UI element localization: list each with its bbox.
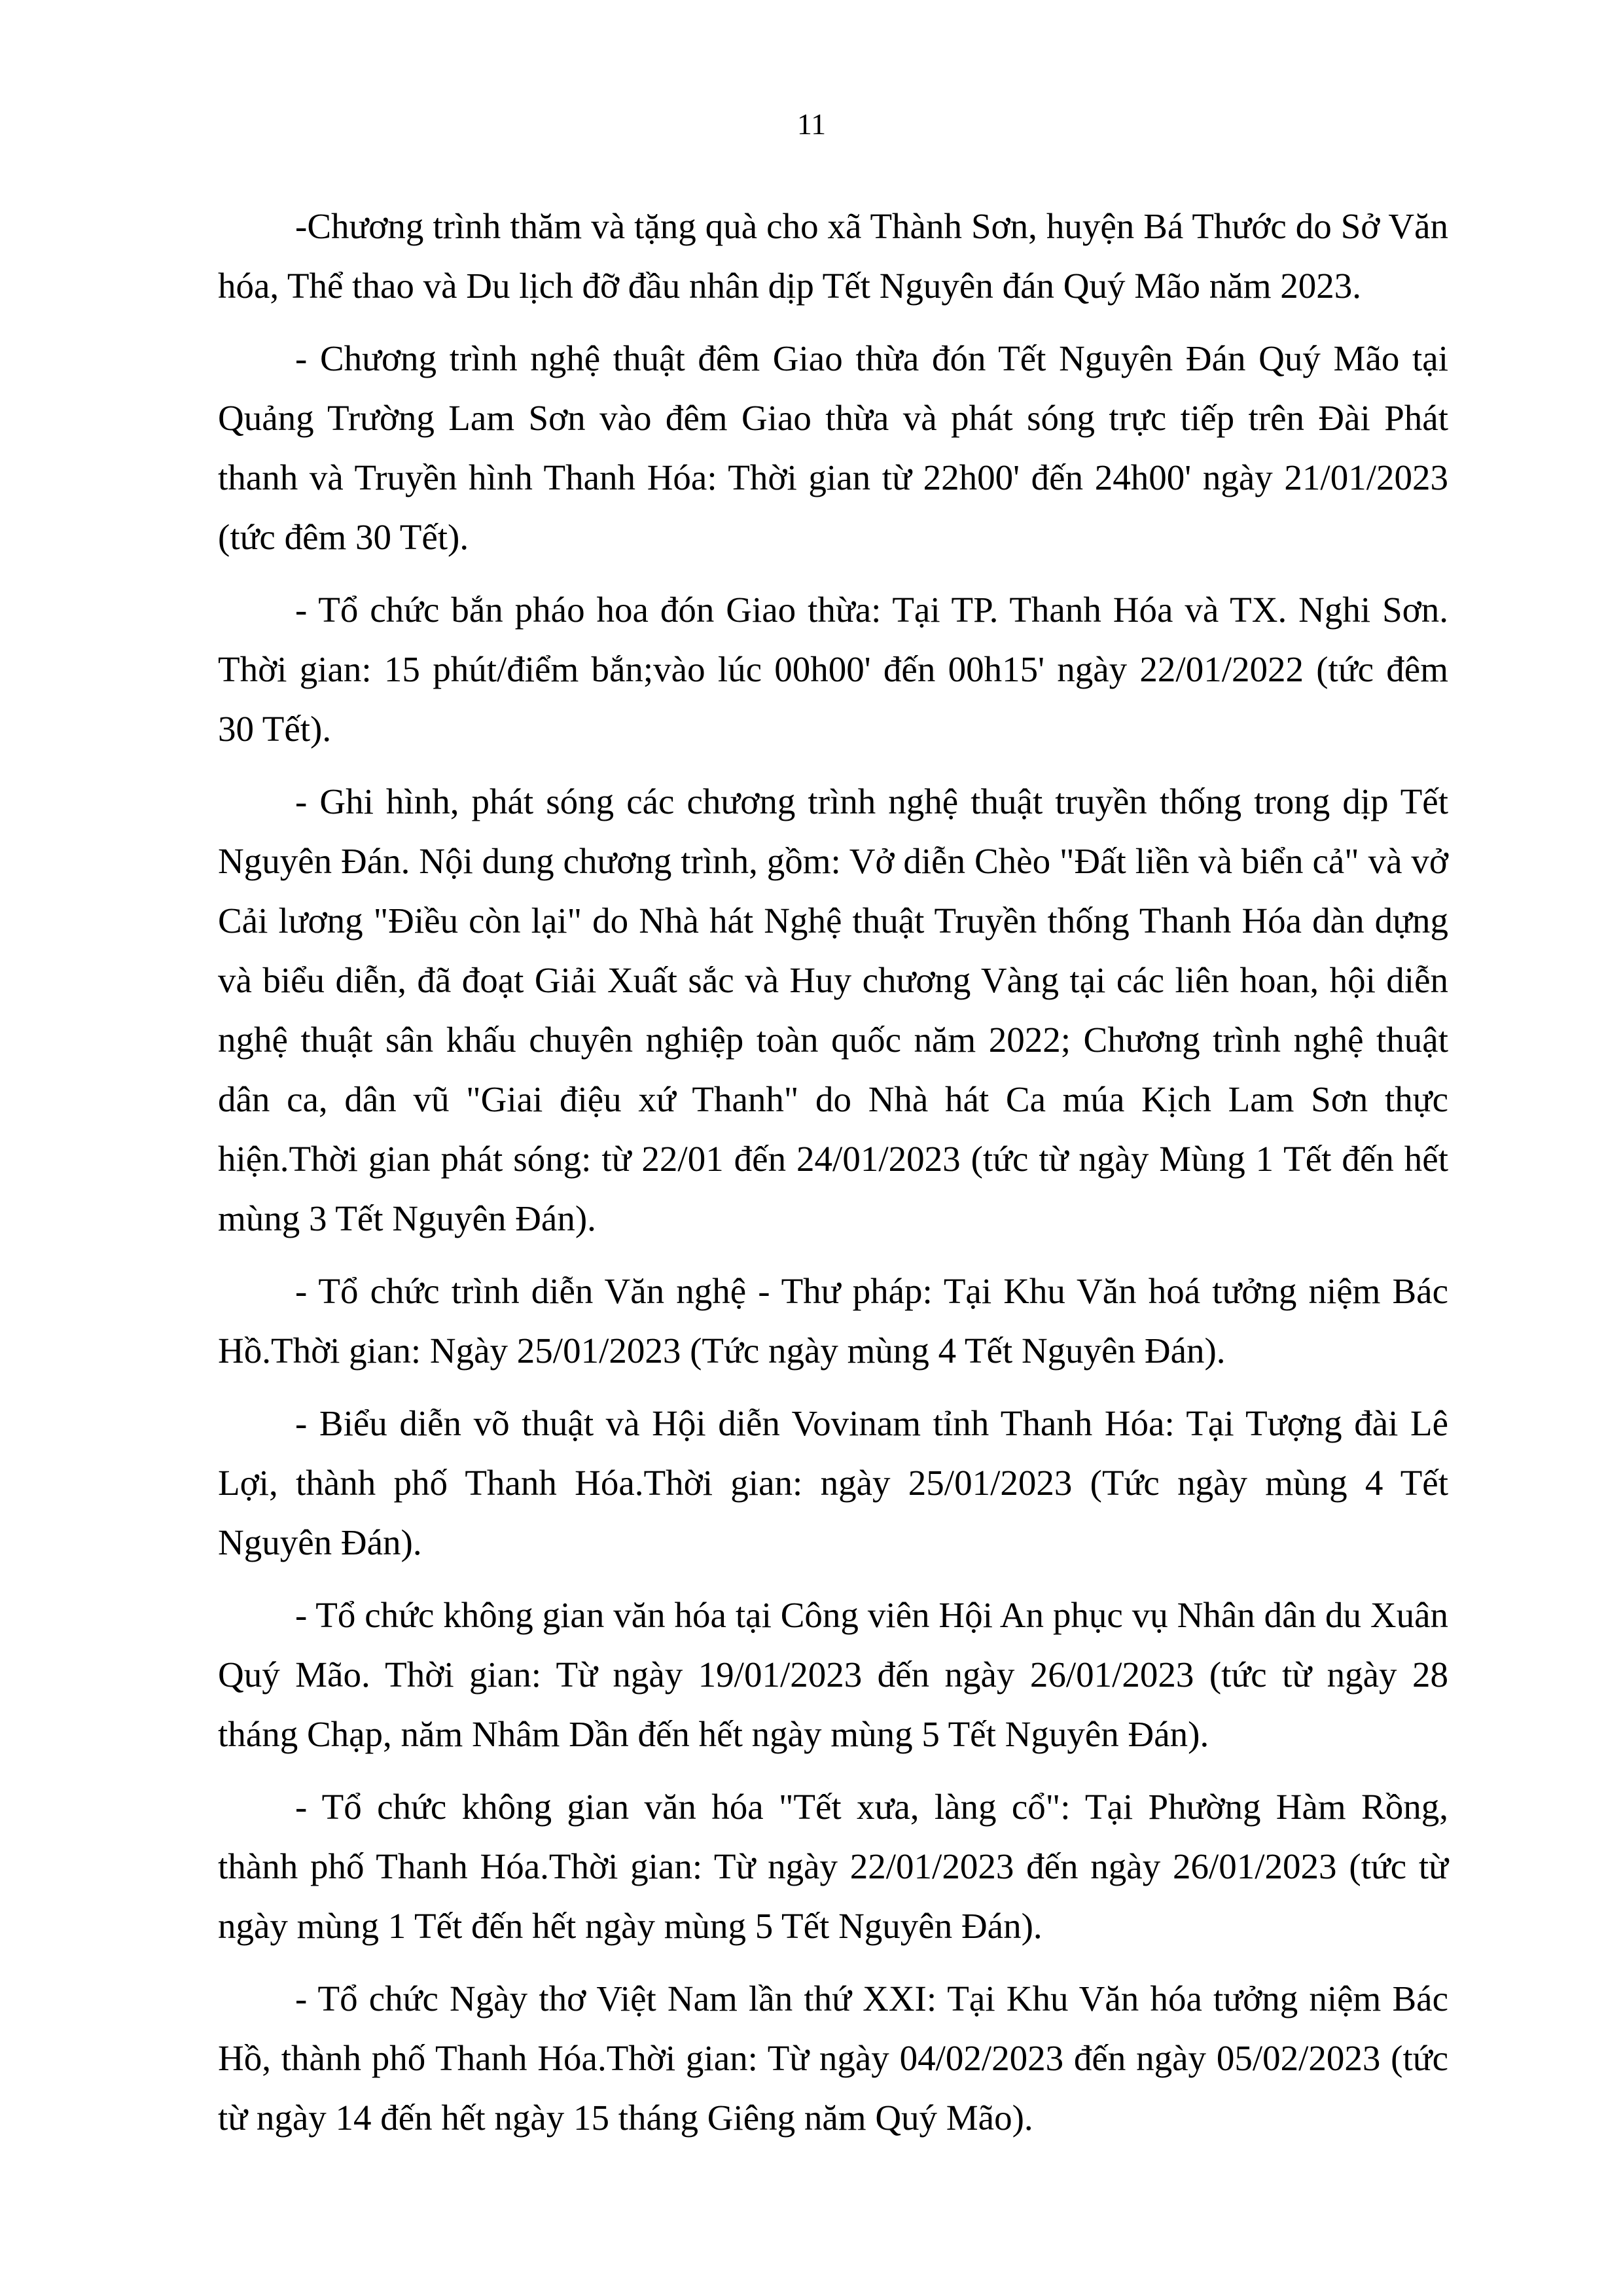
paragraph-hoi-an-park-space: - Tổ chức không gian văn hóa tại Công viên Hội An phục vụ Nhân dân du Xuân Quý Mão. Thời gian: Từ ngày 19/01/2023 đến ngày 26/01/2023 (tức từ ngày 28 tháng Chạp, năm Nhâm Dần đến hết ngày mùng 5 Tết Nguyên Đán).: [218, 1595, 1448, 1754]
paragraph-calligraphy-show: - Tổ chức trình diễn Văn nghệ - Thư pháp: Tại Khu Văn hoá tưởng niệm Bác Hồ.Thời gian: Ngày 25/01/2023 (Tức ngày mùng 4 Tết Nguyên Đán).: [218, 1271, 1448, 1371]
paragraph-vovinam: - Biểu diễn võ thuật và Hội diễn Vovinam tỉnh Thanh Hóa: Tại Tượng đài Lê Lợi, thành phố Thanh Hóa.Thời gian: ngày 25/01/2023 (Tức ngày mùng 4 Tết Nguyên Đán).: [218, 1403, 1448, 1562]
paragraph-new-year-eve-show: - Chương trình nghệ thuật đêm Giao thừa đón Tết Nguyên Đán Quý Mão tại Quảng Trường Lam Sơn vào đêm Giao thừa và phát sóng trực tiếp trên Đài Phát thanh và Truyền hình Thanh Hóa: Thời gian từ 22h00' đến 24h00' ngày 21/01/2023 (tức đêm 30 Tết).: [218, 338, 1448, 557]
paragraph-old-village-space: - Tổ chức không gian văn hóa "Tết xưa, làng cổ": Tại Phường Hàm Rồng, thành phố Thanh Hóa.Thời gian: Từ ngày 22/01/2023 đến ngày 26/01/2023 (tức từ ngày mùng 1 Tết đến hết ngày mùng 5 Tết Nguyên Đán).: [218, 1787, 1448, 1946]
paragraph-poetry-day: - Tổ chức Ngày thơ Việt Nam lần thứ XXI: Tại Khu Văn hóa tưởng niệm Bác Hồ, thành phố Thanh Hóa.Thời gian: Từ ngày 04/02/2023 đến ngày 05/02/2023 (tức từ ngày 14 đến hết ngày 15 tháng Giêng năm Quý Mão).: [218, 1979, 1448, 2138]
page-number: 11: [796, 107, 827, 141]
paragraph-broadcast-programs: - Ghi hình, phát sóng các chương trình nghệ thuật truyền thống trong dịp Tết Nguyên Đán. Nội dung chương trình, gồm: Vở diễn Chèo "Đất liền và biển cả" và vở Cải lương "Điều còn lại" do Nhà hát Nghệ thuật Truyền thống Thanh Hóa dàn dựng và biểu diễn, đã đoạt Giải Xuất sắc và Huy chương Vàng tại các liên hoan, hội diễn nghệ thuật sân khấu chuyên nghiệp toàn quốc năm 2022; Chương trình nghệ thuật dân ca, dân vũ "Giai điệu xứ Thanh" do Nhà hát Ca múa Kịch Lam Sơn thực hiện.Thời gian phát sóng: từ 22/01 đến 24/01/2023 (tức từ ngày Mùng 1 Tết đến hết mùng 3 Tết Nguyên Đán).: [218, 781, 1448, 1238]
document-body: [218, 196, 1448, 2161]
paragraph-fireworks: - Tổ chức bắn pháo hoa đón Giao thừa: Tại TP. Thanh Hóa và TX. Nghi Sơn. Thời gian: 15 phút/điểm bắn;vào lúc 00h00' đến 00h15' ngày 22/01/2022 (tức đêm 30 Tết).: [218, 590, 1448, 749]
paragraph-gift-program: -Chương trình thăm và tặng quà cho xã Thành Sơn, huyện Bá Thước do Sở Văn hóa, Thể thao và Du lịch đỡ đầu nhân dịp Tết Nguyên đán Quý Mão năm 2023.: [218, 206, 1448, 306]
